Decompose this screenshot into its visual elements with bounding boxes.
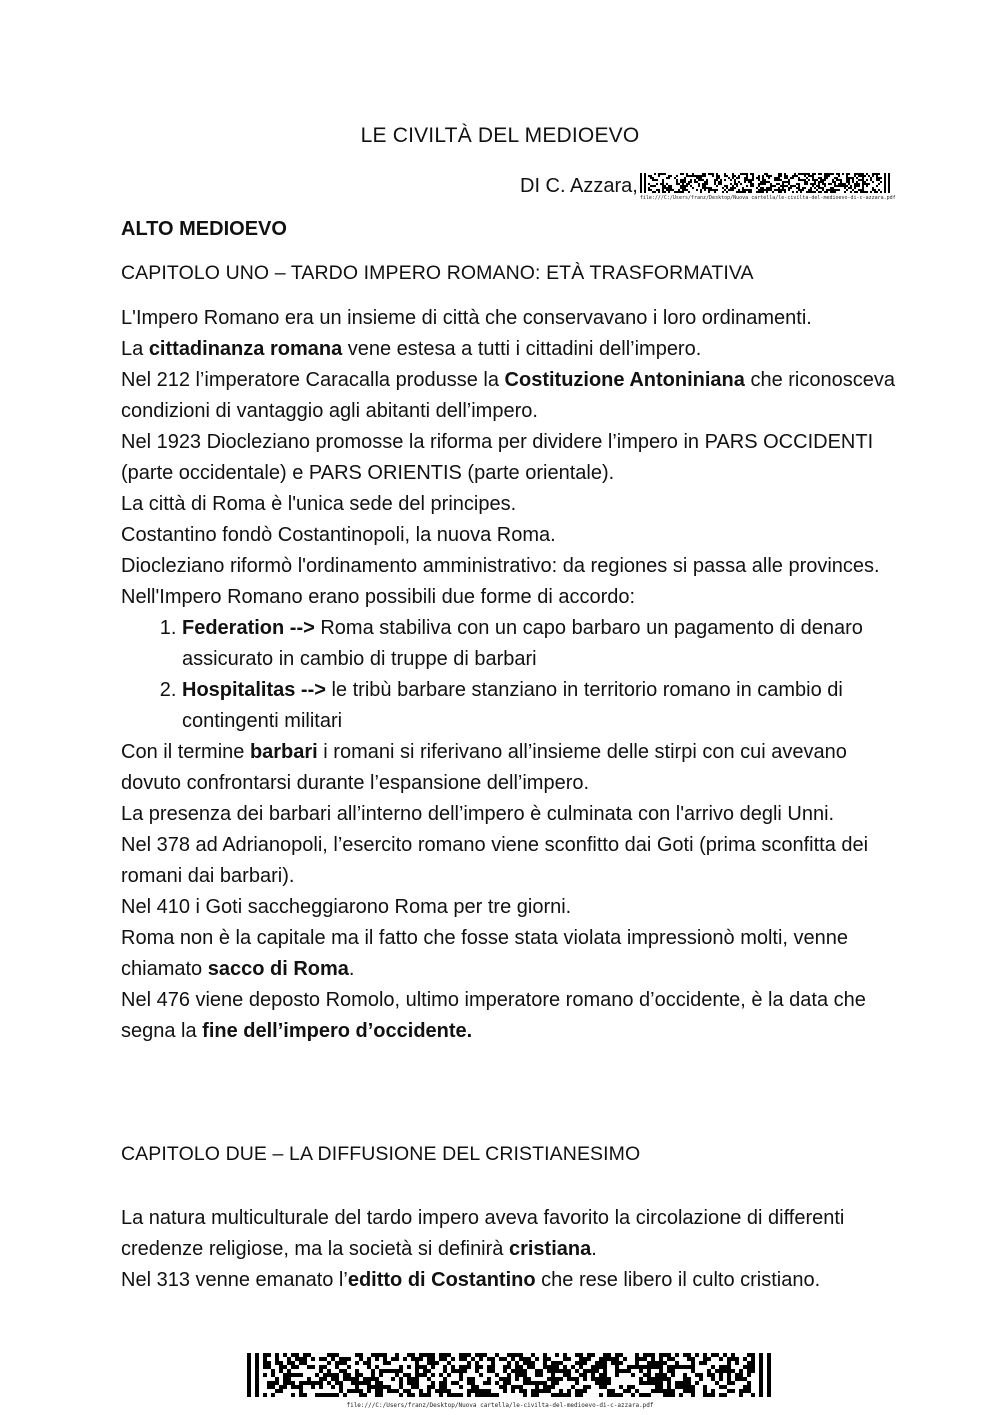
paragraph-line: Nell'Impero Romano erano possibili due forme di accordo:: [121, 586, 636, 608]
document-title: LE CIVILTÀ DEL MEDIOEVO: [360, 124, 640, 147]
bold-term: Costituzione Antoniniana: [504, 369, 745, 391]
barcode-svg: [247, 1353, 773, 1399]
paragraph-line: Costantino fondò Costantinopoli, la nuova Roma.: [121, 524, 556, 546]
chapter-one-body: [121, 303, 901, 1047]
barcode-icon: [247, 1353, 773, 1404]
agreement-list: [121, 613, 901, 737]
paragraph-line: Nel 476 viene deposto Romolo, ultimo imperatore romano d’occidente, è la data che segna la fine dell’impero d’occidente.: [121, 989, 866, 1042]
section-heading: ALTO MEDIOEVO: [121, 218, 287, 240]
bold-term: cittadinanza romana: [148, 338, 343, 360]
bold-term: editto di Costantino: [347, 1269, 536, 1291]
chapter-one-heading: CAPITOLO UNO – TARDO IMPERO ROMANO: ETÀ TRASFORMATIVA: [121, 262, 754, 284]
chapter-two-heading: CAPITOLO DUE – LA DIFFUSIONE DEL CRISTIANESIMO: [121, 1143, 641, 1165]
barcode-small-caption: file:///C:/Users/franz/Desktop/Nuova cartella/le-civilta-del-medioevo-di-c-azzara.pdf: [639, 195, 896, 201]
barcode-small-icon: [639, 173, 896, 201]
author-line: [520, 172, 896, 201]
bold-term: sacco di Roma: [207, 958, 349, 980]
paragraph-line: La cittadinanza romana vene estesa a tutti i cittadini dell’impero.: [121, 338, 702, 360]
paragraph-line: La presenza dei barbari all’interno dell’impero è culminata con l'arrivo degli Unni.: [121, 803, 835, 825]
list-item: 2. Hospitalitas --> le tribù barbare stanziano in territorio romano in cambio di contingenti militari: [182, 675, 901, 737]
paragraph-line: Roma non è la capitale ma il fatto che fosse stata violata impressionò molti, venne chiamato sacco di Roma.: [121, 927, 849, 980]
chapter-two-body: [121, 1203, 901, 1296]
list-item: 1. Federation --> Roma stabiliva con un capo barbaro un pagamento di denaro assicurato in cambio di truppe di barbari: [182, 613, 901, 675]
barcode-small-svg: [640, 173, 890, 193]
paragraph-line: Nel 1923 Diocleziano promosse la riforma per dividere l’impero in PARS OCCIDENTI (parte occidentale) e PARS ORIENTIS (parte orientale).: [121, 431, 874, 484]
paragraph-line: Nel 212 l’imperatore Caracalla produsse la Costituzione Antoniniana che riconosceva condizioni di vantaggio agli abitanti dell’impero.: [121, 369, 895, 422]
bold-term: Hospitalitas -->: [182, 679, 326, 701]
paragraph-line: Nel 410 i Goti saccheggiarono Roma per tre giorni.: [121, 896, 572, 918]
paragraph-line: Nel 313 venne emanato l’editto di Costantino che rese libero il culto cristiano.: [121, 1269, 821, 1291]
bold-term: cristiana: [508, 1238, 592, 1260]
paragraph-line: Nel 378 ad Adrianopoli, l’esercito romano viene sconfitto dai Goti (prima sconfitta dei romani dai barbari).: [121, 834, 869, 887]
paragraph-line: La natura multiculturale del tardo impero aveva favorito la circolazione di differenti credenze religiose, ma la società si definirà cristiana.: [121, 1207, 845, 1260]
author-name: DI C. Azzara,: [520, 174, 638, 197]
paragraph-line: Diocleziano riformò l'ordinamento amministrativo: da regiones si passa alle provinces.: [121, 555, 880, 577]
paragraph-line: La città di Roma è l'unica sede del principes.: [121, 493, 517, 515]
bold-term: barbari: [249, 741, 318, 763]
paragraph-line: Con il termine barbari i romani si riferivano all’insieme delle stirpi con cui avevano dovuto confrontarsi durante l’espansione dell’impero.: [121, 741, 847, 794]
bold-term: Federation -->: [182, 617, 315, 639]
footer-file-path: file:///C:/Users/franz/Desktop/Nuova cartella/le-civilta-del-medioevo-di-c-azzara.pdf: [346, 1402, 654, 1409]
bold-term: fine dell’impero d’occidente.: [202, 1020, 473, 1042]
paragraph-line: L'Impero Romano era un insieme di città che conservavano i loro ordinamenti.: [121, 307, 812, 329]
